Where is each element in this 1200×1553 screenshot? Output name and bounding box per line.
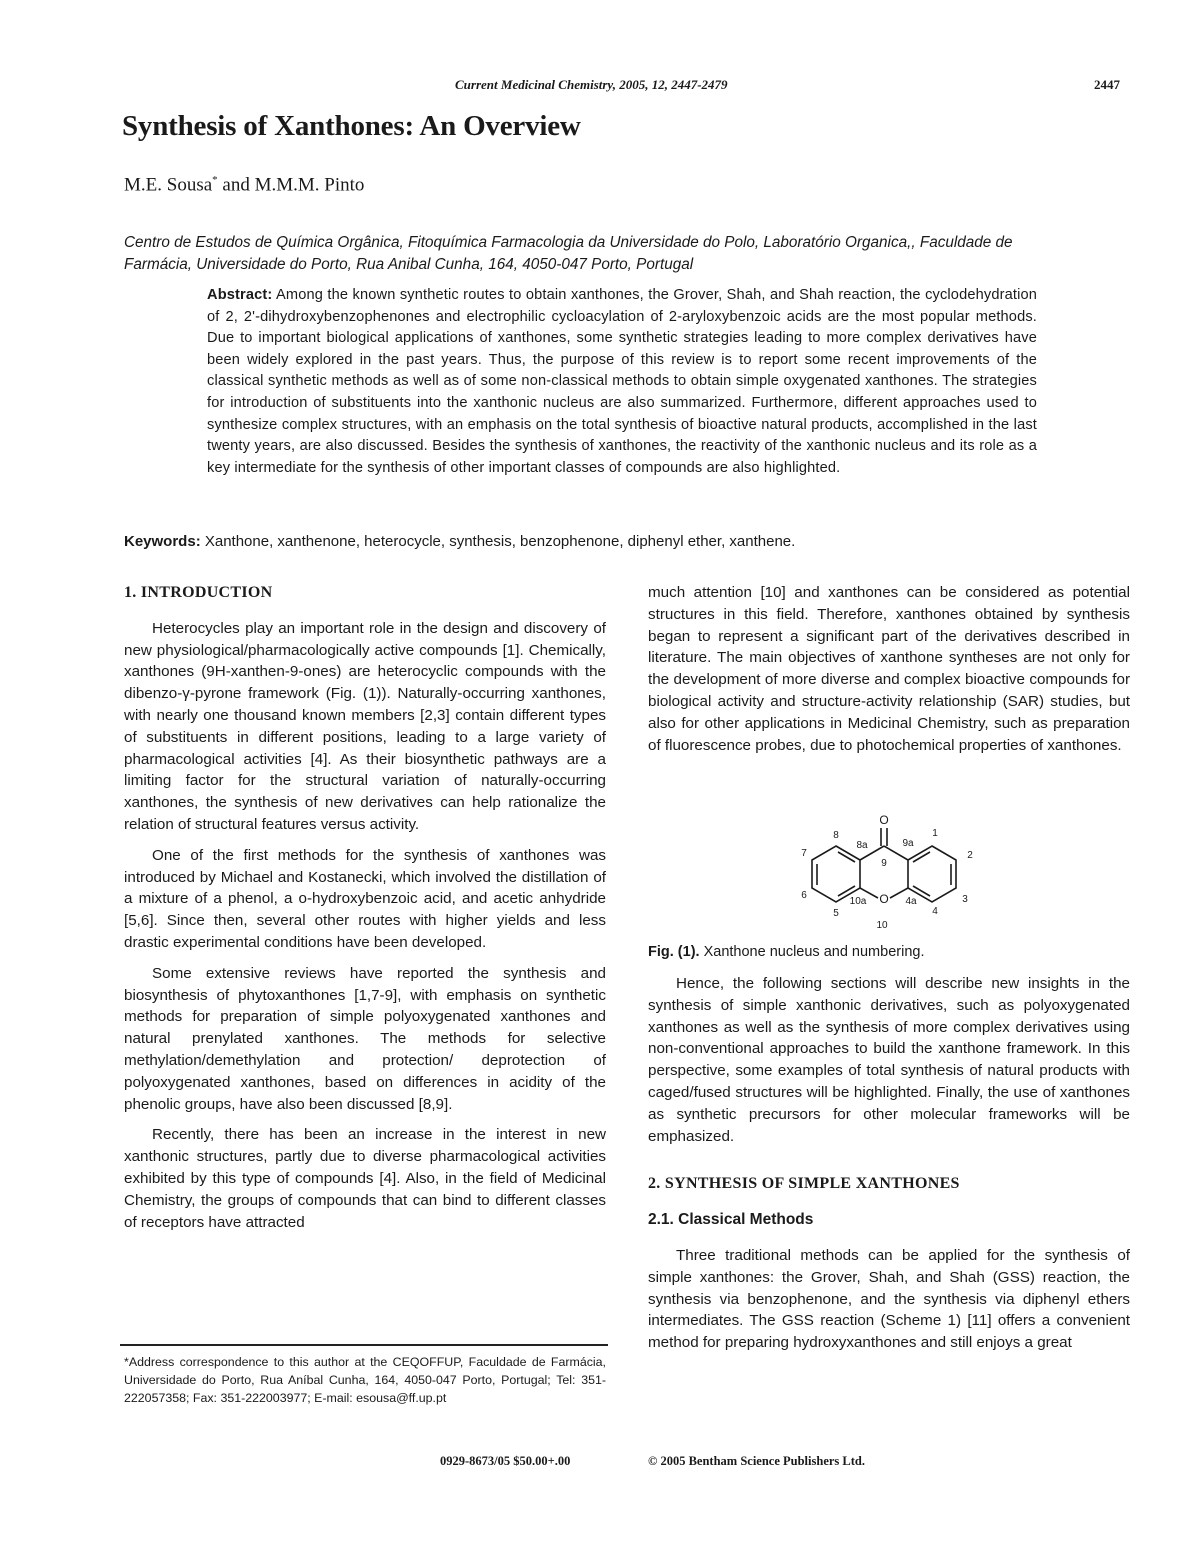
figure-caption xyxy=(648,944,924,960)
section-heading-introduction: 1. INTRODUCTION xyxy=(124,584,273,601)
author-2: M.M.M. Pinto xyxy=(254,174,365,196)
author-line xyxy=(124,174,364,196)
position-5-label: 5 xyxy=(833,908,839,919)
intro-paragraph-6: Hence, the following sections will describe new insights in the synthesis of simple xanthonic derivatives, such as polyoxygenated xanthones as well as the synthesis of more complex derivatives using non-conventional approaches to build the xanthone framework. In this perspective, some examples of total synthesis of natural products with caged/fused structures will be highlighted. Finally, the use of xanthones as synthetic precursors for other molecular frameworks will be emphasized. xyxy=(648,975,1130,1145)
position-10a-label: 10a xyxy=(849,896,867,907)
position-1-label: 1 xyxy=(932,828,938,839)
author-connector: and xyxy=(217,174,255,196)
abstract-text: Among the known synthetic routes to obtain xanthones, the Grover, Shah, and Shah reaction, the cyclodehydration of 2, 2'-dihydroxybenzophenones and electrophilic cycloacylation of 2-aryloxybenzoic acids are the most popular methods. Due to important biological applications of xanthones, some synthetic strategies leading to more complex derivatives have been widely explored in the past years. Thus, the purpose of this review is to report some recent improvements of the classical synthetic methods as well as of some non-classical methods to obtain simple oxygenated xanthones. The strategies for introduction of substituents into the xanthonic nucleus are also summarized. Furthermore, different approaches used to synthesize complex structures, with an emphasis on the total synthesis of bioactive natural products, accomplished in the last twenty years, are also discussed. Besides the synthesis of xanthones, the reactivity of the xanthonic nucleus and its role as a key intermediate for the synthesis of other important classes of compounds are also highlighted. xyxy=(207,287,1037,476)
section-heading-synthesis: 2. SYNTHESIS OF SIMPLE XANTHONES xyxy=(648,1175,960,1193)
position-6-label: 6 xyxy=(801,890,807,901)
paper-title: Synthesis of Xanthones: An Overview xyxy=(122,110,581,142)
position-9-label: 9 xyxy=(881,858,887,869)
right-column-lower xyxy=(648,973,1130,1363)
left-column xyxy=(124,582,606,1242)
keywords-label: Keywords: xyxy=(124,533,201,550)
position-7-label: 7 xyxy=(801,848,807,859)
position-3-label: 3 xyxy=(962,894,968,905)
copyright: © 2005 Bentham Science Publishers Ltd. xyxy=(648,1454,865,1468)
affiliation: Centro de Estudos de Química Orgânica, Fitoquímica Farmacologia da Universidade do Polo, Laboratório Organica,, Faculdade de Farmácia, Universidade do Porto, Rua Anibal Cunha, 164, 4050-047 Porto, Portugal xyxy=(124,234,1013,273)
page-number: 2447 xyxy=(1094,77,1120,92)
right-column xyxy=(648,582,1130,765)
position-9a-label: 9a xyxy=(902,838,914,849)
xanthone-structure-figure xyxy=(790,808,990,936)
position-8a-label: 8a xyxy=(856,840,868,851)
intro-paragraph-3: Some extensive reviews have reported the synthesis and biosynthesis of phytoxanthones [1,7-9], with emphasis on synthetic methods for preparation of simple polyoxygenated xanthones and natural prenylated xanthones. The methods for selective methylation/demethylation and protection/ deprotection of polyoxygenated xanthones, based on differences in acidity of the phenolic groups, have also been discussed [8,9]. xyxy=(124,964,606,1113)
carbonyl-oxygen-label: O xyxy=(879,813,889,827)
right-benzene-ring xyxy=(908,846,956,902)
position-2-label: 2 xyxy=(967,850,973,861)
intro-paragraph-4: Recently, there has been an increase in the interest in new xanthonic structures, partly due to diverse pharmacological activities exhibited by this type of compounds [4]. Also, in the field of Medicinal Chemistry, the groups of compounds that can bind to different classes of receptors have attracted xyxy=(124,1126,606,1231)
abstract-label: Abstract: xyxy=(207,287,273,303)
position-8-label: 8 xyxy=(833,830,839,841)
classical-paragraph-1: Three traditional methods can be applied for the synthesis of simple xanthones: the Grover, Shah, and Shah (GSS) reaction, the synthesis via benzophenone, and the synthesis via diphenyl ethers intermediates. The GSS reaction (Scheme 1) [11] offers a convenient method for preparing hydroxyxanthones and still enjoys a great xyxy=(648,1246,1130,1352)
ring-oxygen-label: O xyxy=(879,892,889,906)
intro-paragraph-2: One of the first methods for the synthesis of xanthones was introduced by Michael and Kostanecki, which involved the distillation of a mixture of a phenol, a o-hydroxybenzoic acid, and acetic anhydride [5,6]. Since then, several other routes with higher yields and less drastic experimental conditions have been developed. xyxy=(124,846,606,951)
figure-caption-text: Xanthone nucleus and numbering. xyxy=(699,944,925,960)
correspondence-footnote: *Address correspondence to this author at the CEQOFFUP, Faculdade de Farmácia, Universidade do Porto, Rua Aníbal Cunha, 164, 4050-047 Porto, Portugal; Tel: 351-222057358; Fax: 351-222003977; E-mail: esousa@ff.up.pt xyxy=(124,1355,606,1405)
journal-citation: Current Medicinal Chemistry, 2005, 12, 2447-2479 xyxy=(455,77,728,92)
footnote-divider xyxy=(120,1344,608,1346)
author-1: M.E. Sousa xyxy=(124,174,213,196)
position-4a-label: 4a xyxy=(905,896,917,907)
left-benzene-ring xyxy=(812,846,860,902)
position-10-label: 10 xyxy=(876,920,888,931)
position-4-label: 4 xyxy=(932,906,938,917)
figure-caption-label: Fig. (1). xyxy=(648,944,700,960)
abstract xyxy=(207,285,1037,479)
intro-paragraph-1: Heterocycles play an important role in the design and discovery of new physiological/pharmacologically active compounds [1]. Chemically, xanthones (9H-xanthen-9-ones) are heterocyclic compounds with the dibenzo-γ-pyrone framework (Fig. (1)). Naturally-occurring xanthones, with nearly one thousand known members [2,3] contain different types of substituents in different positions, leading to a large variety of pharmacological activities [4]. As their biosynthetic pathways are a limiting factor for the structural variation of naturally-occurring xanthones, the synthesis of new derivatives can help rationalize the relation of structural features versus activity. xyxy=(124,619,606,833)
issn-price: 0929-8673/05 $50.00+.00 xyxy=(440,1454,571,1468)
keywords-text: Xanthone, xanthenone, heterocycle, synthesis, benzophenone, diphenyl ether, xanthene. xyxy=(200,533,796,550)
intro-paragraph-5: much attention [10] and xanthones can be considered as potential structures in this field. Therefore, xanthones obtained by synthesis began to represent a significant part of the derivatives described in literature. The main objectives of xanthone syntheses are not only for the development of more diverse and complex bioactive compounds for biological activity and structure-activity relationship (SAR) studies, but also for other applications in Medicinal Chemistry, such as preparation of fluorescence probes, due to photochemical properties of xanthones. xyxy=(648,584,1130,754)
keywords xyxy=(124,533,795,550)
corresponding-mark: * xyxy=(212,174,218,186)
subsection-heading-classical: 2.1. Classical Methods xyxy=(648,1211,814,1229)
